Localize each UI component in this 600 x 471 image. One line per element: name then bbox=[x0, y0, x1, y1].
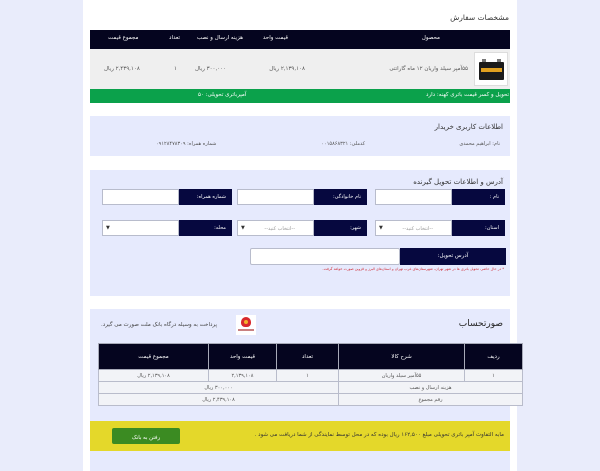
buyer-national-code: کدملی: ۰۰۱۵۸۶۸۳۲۱ bbox=[321, 141, 365, 147]
delivery-area-note: * در حال حاضر، تحویل باتری ها در شهر تهران، شهرستان‌های غرب تهران و استان‌های البرز و قزوین صورت خواهد گرفت. bbox=[322, 267, 504, 271]
delivery-info-bar bbox=[90, 89, 510, 103]
chevron-down-icon: ▼ bbox=[106, 225, 110, 231]
col-qty: تعداد bbox=[169, 35, 181, 41]
invoice-table bbox=[98, 343, 523, 406]
shipping-label: هزینه ارسال و نصب bbox=[339, 382, 523, 394]
row-index: ۱ bbox=[465, 370, 523, 382]
delivered-amp: آمپرباتری تحویلی: ۵۰ bbox=[198, 92, 247, 98]
col-qty: تعداد bbox=[277, 344, 339, 370]
battery-image bbox=[474, 52, 508, 86]
order-table-header bbox=[90, 30, 510, 49]
address-title: آدرس و اطلاعات تحویل گیرنده bbox=[413, 178, 503, 186]
district-select[interactable] bbox=[102, 220, 179, 236]
total-price: ۲,۴۳۹,۱۰۸ ریال bbox=[104, 66, 140, 72]
order-table bbox=[90, 30, 510, 90]
mobile-input[interactable] bbox=[102, 189, 179, 205]
col-unit-price: قیمت واحد bbox=[262, 35, 288, 41]
row-unit-price: ۲,۱۳۹,۱۰۸ bbox=[209, 370, 277, 382]
mobile-group bbox=[102, 189, 232, 205]
col-shipping: هزینه ارسال و نصب bbox=[196, 35, 243, 41]
last-name-input[interactable] bbox=[237, 189, 314, 205]
sum-value: ۲,۴۳۹,۱۰۸ ریال bbox=[99, 394, 339, 406]
old-battery-note: تحویل و کسر قیمت باتری کهنه: دارد bbox=[426, 92, 509, 98]
shipping-row bbox=[99, 382, 523, 394]
first-name-group bbox=[375, 189, 505, 205]
city-group bbox=[237, 220, 367, 236]
city-label: شهر: bbox=[314, 220, 367, 236]
delivery-address-group bbox=[250, 248, 506, 265]
mobile-label: شماره همراه: bbox=[179, 189, 232, 205]
address-form bbox=[90, 170, 510, 296]
table-row bbox=[90, 49, 510, 90]
invoice-header-row bbox=[99, 344, 523, 370]
col-unit-price: قیمت واحد bbox=[209, 344, 277, 370]
chevron-down-icon: ▼ bbox=[241, 225, 245, 231]
col-total: مجموع قیمت bbox=[99, 344, 209, 370]
province-placeholder: --انتخاب کنید-- bbox=[402, 226, 433, 232]
delivery-address-input[interactable] bbox=[250, 248, 400, 265]
first-name-label: نام : bbox=[452, 189, 505, 205]
row-qty: ۱ bbox=[277, 370, 339, 382]
last-name-label: نام خانوادگی: bbox=[314, 189, 367, 205]
table-row bbox=[99, 370, 523, 382]
order-page bbox=[83, 0, 517, 471]
col-description: شرح کالا bbox=[339, 344, 465, 370]
row-total: ۲,۱۳۹,۱۰۸ ریال bbox=[99, 370, 209, 382]
col-index: ردیف bbox=[465, 344, 523, 370]
quantity: ۱ bbox=[174, 66, 177, 72]
order-title: مشخصات سفارش bbox=[450, 13, 509, 22]
sum-label: رقم مجموع bbox=[339, 394, 523, 406]
col-product: محصول bbox=[421, 35, 440, 41]
last-name-group bbox=[237, 189, 367, 205]
province-group bbox=[375, 220, 505, 236]
buyer-info-panel bbox=[90, 116, 510, 156]
delivery-address-label: آدرس تحویل: bbox=[400, 248, 506, 265]
invoice-title: صورتحساب bbox=[458, 319, 503, 329]
row-description: ۵۵آمپر سیلد واریان bbox=[339, 370, 465, 382]
go-to-bank-button[interactable]: رفتن به بانک bbox=[112, 428, 180, 444]
buyer-name: نام: ابراهیم محمدی bbox=[459, 141, 500, 147]
bank-mellat-logo bbox=[236, 315, 256, 335]
district-label: محله: bbox=[179, 220, 232, 236]
difference-message: مابه التفاوت آمپر باتری تحویلی مبلغ ۱۶۲,۵۰۰ ریال بوده که در محل توسط نمایندگی از شما دریافت می شود . bbox=[254, 432, 504, 438]
city-placeholder: --انتخاب کنید-- bbox=[264, 226, 295, 232]
city-select[interactable] bbox=[237, 220, 314, 236]
product-name: ۵۵آمپر سیلد واریان ۱۲ ماه گارانتی bbox=[389, 66, 468, 72]
province-label: استان: bbox=[452, 220, 505, 236]
buyer-phone: شماره همراه: ۰۹۱۲۸۴۷۸۳۰۹ bbox=[156, 141, 217, 147]
difference-notice-bar bbox=[90, 421, 510, 451]
unit-price: ۲,۱۳۹,۱۰۸ ریال bbox=[269, 66, 305, 72]
chevron-down-icon: ▼ bbox=[379, 225, 383, 231]
district-group bbox=[102, 220, 232, 236]
province-select[interactable] bbox=[375, 220, 452, 236]
shipping-cost: ۳۰۰,۰۰۰ ریال bbox=[195, 66, 227, 72]
buyer-title: اطلاعات کاربری خریدار bbox=[434, 123, 503, 131]
payment-note: پرداخت به وسیله درگاه بانک ملت صورت می گیرد. bbox=[101, 322, 217, 328]
col-total: مجموع قیمت bbox=[108, 35, 139, 41]
shipping-value: ۳۰۰,۰۰۰ ریال bbox=[99, 382, 339, 394]
sum-row bbox=[99, 394, 523, 406]
first-name-input[interactable] bbox=[375, 189, 452, 205]
